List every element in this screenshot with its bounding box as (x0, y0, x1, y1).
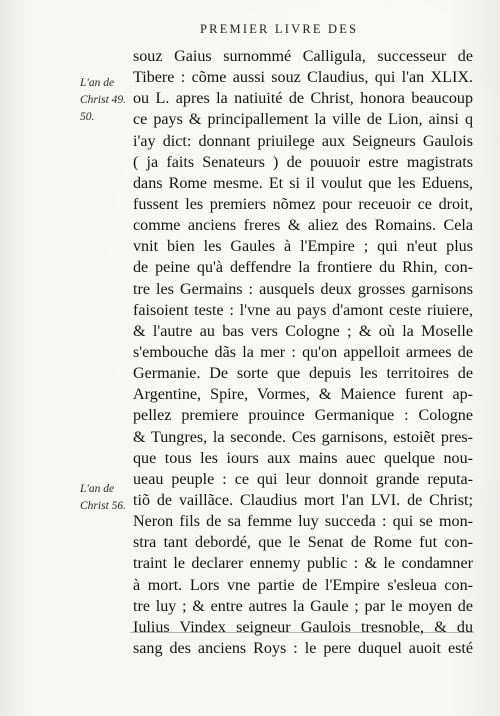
text-line: Iulius Vindex seigneur Gaulois tresnoble, & du (133, 618, 473, 636)
text-line: à mort. Lors vne partie de l'Empire s'esleua con- (133, 576, 473, 594)
text-line: & Tungres, la seconde. Ces garnisons, estoiẽt pres- (133, 428, 473, 446)
margin-note-line: Christ 49. (80, 94, 127, 106)
text-line: ce pays & principallement la ville de Lion, ainsi q (133, 111, 473, 129)
margin-note-line: Christ 56. (80, 500, 127, 512)
text-line: Neron fils de sa femme luy succeda : qui se mon- (133, 513, 473, 531)
text-line: traint le declarer ennemy public : & le condamner (133, 555, 473, 573)
text-line: tiõ de vaillãce. Claudius mort l'an LVI. de Christ; (133, 491, 473, 509)
text-line: ou L. apres la natiuité de Christ, honora beaucoup (133, 90, 473, 108)
text-line: & l'autre au bas vers Cologne ; & où la Moselle (133, 322, 473, 340)
text-line: fussent les premiers nõmez pour receuoir ce droit, (133, 195, 473, 213)
margin-note-year-49 (80, 75, 126, 126)
text-line: Argentine, Spire, Vormes, & Maience furent ap- (133, 386, 473, 404)
text-line: Germanie. De sorte que depuis les territoires de (133, 365, 473, 383)
text-line: tre les Germains : ausquels deux grosses garnisons (133, 280, 473, 298)
text-line: que tous les iours aux mains auec quelque nou- (133, 449, 473, 467)
text-line: faisoient teste : l'vne au pays d'amont ceste riuiere, (133, 301, 473, 319)
margin-note-line: L'an de (80, 77, 115, 89)
text-line: stra tant debordé, que le Senat de Rome fut con- (133, 534, 473, 552)
running-header: PREMIER LIVRE DES (200, 22, 359, 36)
text-line: sang des anciens Roys : le pere duquel auoit esté (133, 639, 473, 657)
text-line: comme anciens freres & aliez des Romains. Cela (133, 217, 473, 235)
text-line: Tibere : cõme aussi souz Claudius, qui l'an XLIX. (133, 69, 473, 87)
text-line: i'ay dict: donnant priuilege aux Seigneurs Gaulois (133, 132, 473, 150)
text-line: vnit bien les Gaules à l'Empire ; qui n'eut plus (133, 238, 473, 256)
body-text (133, 46, 473, 659)
margin-note-year-56 (80, 481, 126, 515)
text-line: ueau peuple : ce qui leur donnoit grande reputa- (133, 470, 473, 488)
text-line: tre luy ; & entre autres la Gaule ; par le moyen de (133, 597, 473, 615)
text-line: s'embouche dãs la mer : qu'on appelloit armees de (133, 343, 473, 361)
text-line: dans Rome mesme. Et si il voulut que les Eduens, (133, 174, 473, 192)
text-line: ( ja faits Senateurs ) de pouuoir estre magistrats (133, 153, 473, 171)
text-line: pellez premiere prouince Germanique : Cologne (133, 407, 473, 425)
text-line: de peine qu'à deffendre la frontiere du Rhin, con- (133, 259, 473, 277)
margin-note-line: L'an de (80, 483, 115, 495)
text-line: souz Gaius surnommé Calligula, successeur de (133, 48, 473, 65)
margin-note-line: 50. (80, 111, 95, 123)
bottom-rule (130, 632, 474, 633)
